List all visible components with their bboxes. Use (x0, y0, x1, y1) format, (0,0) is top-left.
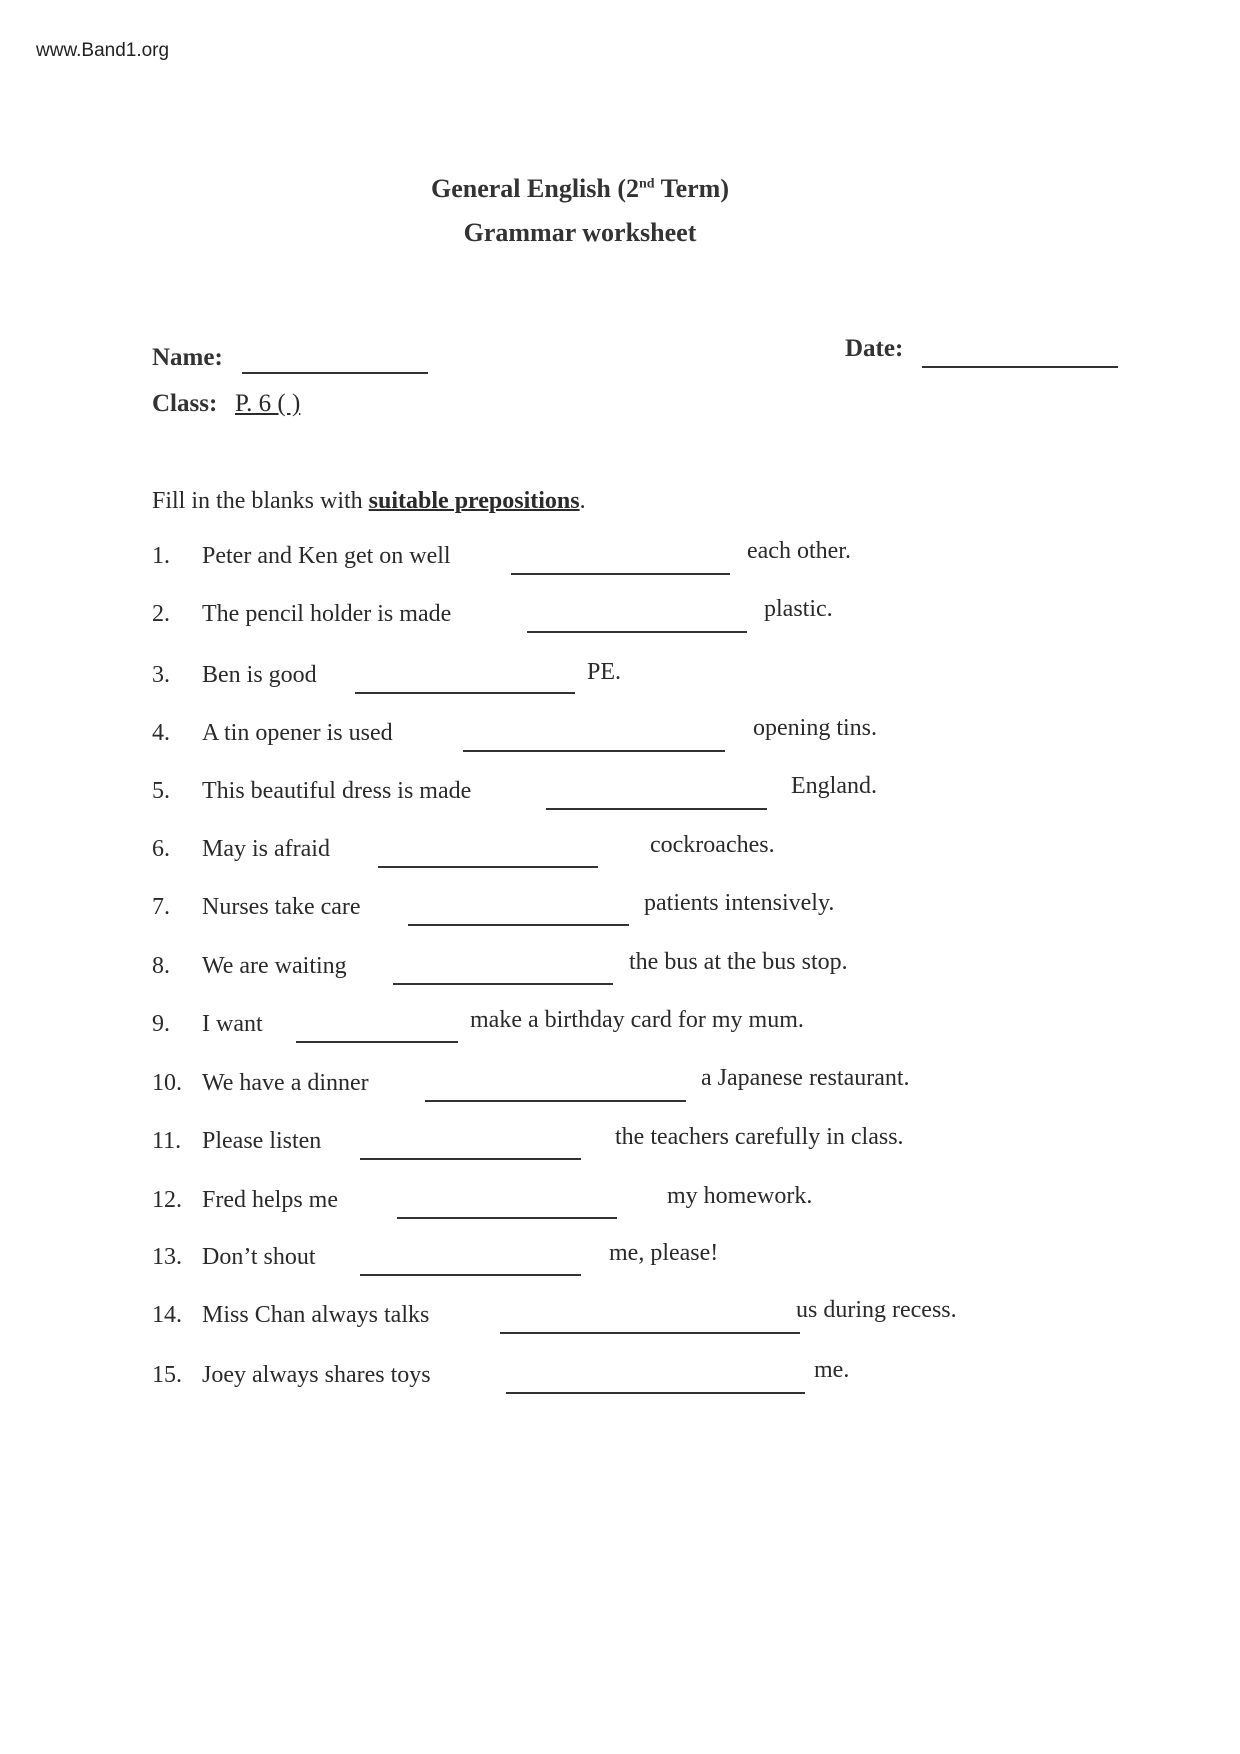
class-value[interactable]: P. 6 ( ) (235, 390, 301, 417)
question-number: 7. (152, 894, 170, 920)
instructions-emphasis: suitable prepositions (368, 488, 580, 514)
answer-blank[interactable] (463, 750, 725, 752)
answer-blank[interactable] (378, 866, 598, 868)
name-label: Name: (152, 344, 223, 371)
question-number: 6. (152, 836, 170, 862)
answer-blank[interactable] (397, 1217, 617, 1219)
question-number: 3. (152, 662, 170, 688)
question-text-before: I want (202, 1011, 263, 1037)
answer-blank[interactable] (425, 1100, 686, 1102)
question-text-before: Peter and Ken get on well (202, 543, 451, 569)
question-number: 5. (152, 778, 170, 804)
question-text-after: my homework. (667, 1183, 813, 1209)
question-text-after: patients intensively. (644, 890, 835, 916)
answer-blank[interactable] (527, 631, 747, 633)
question-number: 1. (152, 543, 170, 569)
question-text-after: me. (814, 1357, 850, 1383)
question-text-after: make a birthday card for my mum. (470, 1007, 804, 1033)
answer-blank[interactable] (360, 1158, 581, 1160)
question-number: 2. (152, 601, 170, 627)
question-text-after: cockroaches. (650, 832, 775, 858)
date-label: Date: (845, 335, 904, 362)
question-number: 14. (152, 1302, 182, 1328)
question-text-before: May is afraid (202, 836, 330, 862)
name-blank[interactable] (242, 372, 428, 374)
question-text-before: Nurses take care (202, 894, 361, 920)
question-text-after: a Japanese restaurant. (701, 1065, 910, 1091)
question-text-before: We have a dinner (202, 1070, 369, 1096)
question-number: 11. (152, 1128, 182, 1154)
question-text-before: This beautiful dress is made (202, 778, 472, 804)
title-superscript: nd (639, 176, 655, 192)
question-text-before: Fred helps me (202, 1187, 338, 1213)
question-number: 12. (152, 1187, 182, 1213)
title-text: General English (2 (431, 174, 640, 203)
class-label: Class: (152, 390, 218, 417)
question-text-after: PE. (587, 659, 622, 685)
site-watermark: www.Band1.org (36, 40, 170, 61)
date-blank[interactable] (922, 366, 1118, 368)
worksheet-subtitle: Grammar worksheet (463, 218, 697, 247)
question-text-after: England. (791, 773, 877, 799)
answer-blank[interactable] (506, 1392, 805, 1394)
answer-blank[interactable] (355, 692, 575, 694)
question-text-after: opening tins. (753, 715, 877, 741)
question-number: 15. (152, 1362, 182, 1388)
question-number: 13. (152, 1244, 182, 1270)
answer-blank[interactable] (296, 1041, 458, 1043)
title-text-end: Term) (654, 174, 729, 203)
answer-blank[interactable] (360, 1274, 581, 1276)
question-text-before: Miss Chan always talks (202, 1302, 430, 1328)
question-text-after: each other. (747, 538, 851, 564)
answer-blank[interactable] (393, 983, 613, 985)
question-text-before: Joey always shares toys (202, 1362, 431, 1388)
question-text-after: me, please! (609, 1240, 719, 1266)
answer-blank[interactable] (408, 924, 629, 926)
question-text-after: the teachers carefully in class. (615, 1124, 904, 1150)
answer-blank[interactable] (500, 1332, 800, 1334)
question-text-after: plastic. (764, 596, 833, 622)
worksheet-title (0, 174, 1160, 204)
question-text-before: Don’t shout (202, 1244, 316, 1270)
question-text-after: us during recess. (796, 1297, 957, 1323)
question-text-before: The pencil holder is made (202, 601, 452, 627)
question-text-before: Please listen (202, 1128, 322, 1154)
question-text-after: the bus at the bus stop. (629, 949, 848, 975)
answer-blank[interactable] (546, 808, 767, 810)
question-number: 4. (152, 720, 170, 746)
question-text-before: Ben is good (202, 662, 317, 688)
question-number: 10. (152, 1070, 182, 1096)
instructions-text: Fill in the blanks with (152, 488, 369, 514)
instructions (152, 488, 586, 515)
question-number: 8. (152, 953, 170, 979)
question-number: 9. (152, 1011, 170, 1037)
question-text-before: We are waiting (202, 953, 347, 979)
answer-blank[interactable] (511, 573, 730, 575)
instructions-end: . (579, 488, 586, 514)
question-text-before: A tin opener is used (202, 720, 393, 746)
